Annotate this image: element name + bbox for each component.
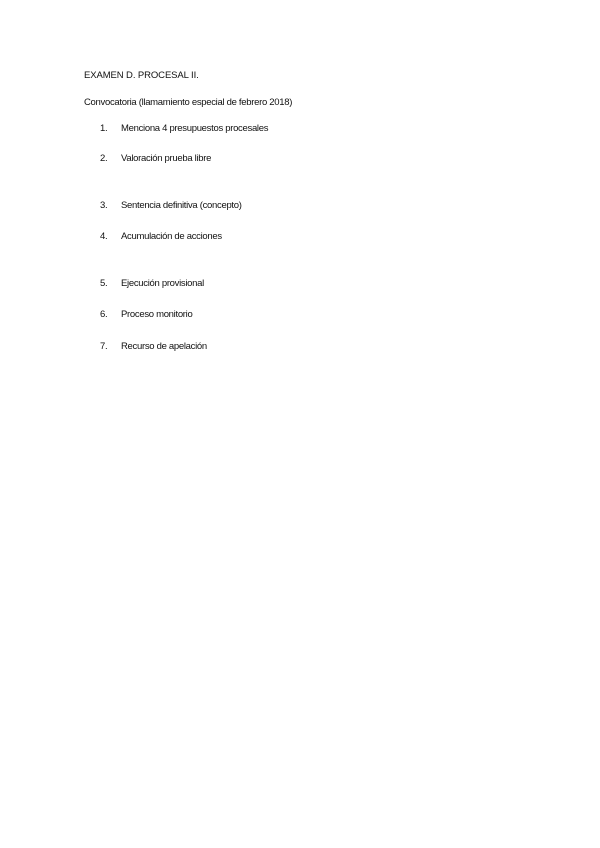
question-text: Menciona 4 presupuestos procesales (121, 123, 269, 134)
question-item (100, 231, 222, 242)
page-title: EXAMEN D. PROCESAL II. (84, 70, 199, 81)
question-number: 7. (100, 341, 108, 352)
page-subtitle: Convocatoria (llamamiento especial de febrero 2018) (84, 97, 293, 108)
question-text: Valoración prueba libre (121, 153, 212, 164)
question-item (100, 153, 211, 164)
question-text: Ejecución provisional (121, 278, 204, 289)
question-item (100, 309, 192, 320)
question-text: Acumulación de acciones (121, 231, 222, 242)
question-number: 3. (100, 200, 108, 211)
question-number: 4. (100, 231, 108, 242)
question-number: 5. (100, 278, 108, 289)
question-item (100, 341, 207, 352)
question-number: 2. (100, 153, 108, 164)
question-item (100, 278, 204, 289)
question-item (100, 123, 268, 134)
question-text: Sentencia definitiva (concepto) (121, 200, 242, 211)
question-number: 6. (100, 309, 108, 320)
question-text: Recurso de apelación (121, 341, 207, 352)
question-text: Proceso monitorio (121, 309, 193, 320)
question-number: 1. (100, 123, 108, 134)
question-item (100, 200, 242, 211)
